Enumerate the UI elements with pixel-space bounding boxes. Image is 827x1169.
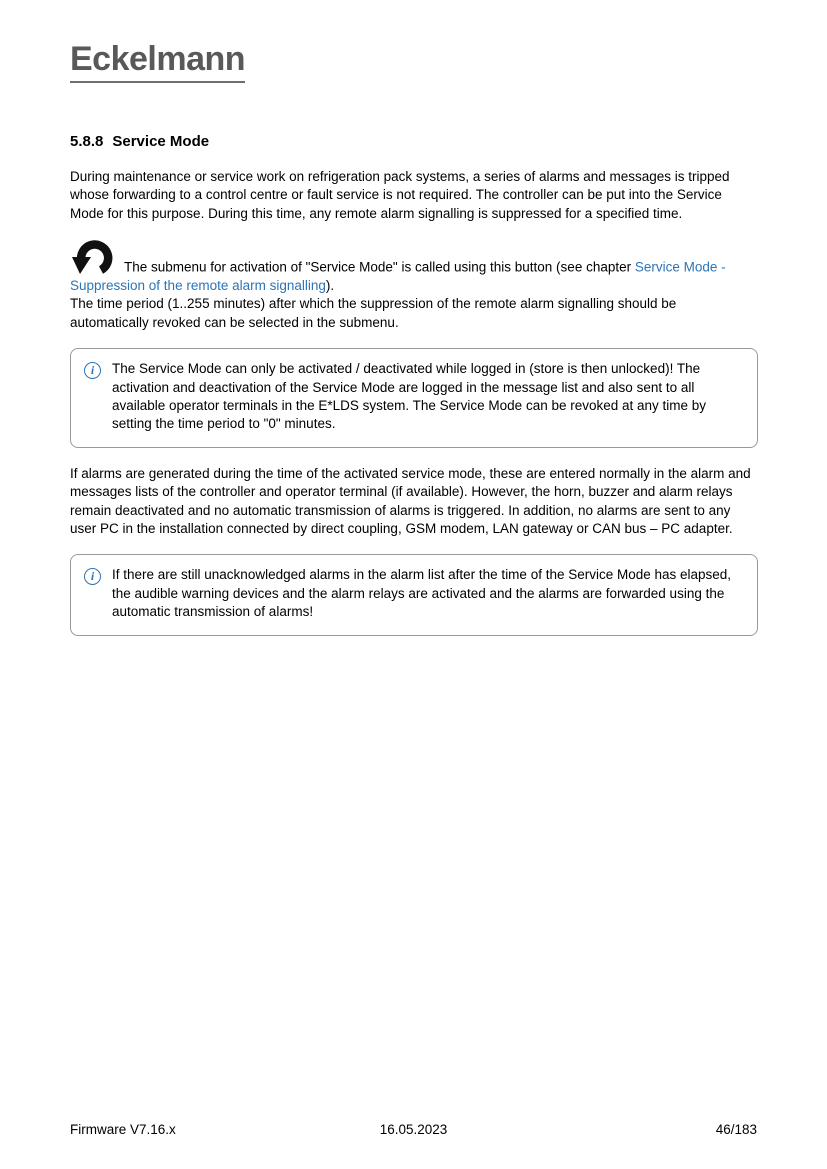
page-content: [70, 0, 758, 636]
time-period-paragraph: The time period (1..255 minutes) after which the suppression of the remote alarm signalling should be automatically revoked can be selected in the submenu.: [70, 296, 677, 330]
footer-page-number: 46/183: [715, 1121, 757, 1137]
button-paragraph: [70, 237, 758, 295]
section-heading: [70, 133, 758, 151]
button-text-after: ).: [325, 277, 335, 293]
button-text-before: The submenu for activation of "Service Mode" is called using this button (see chapter: [124, 259, 635, 275]
info-box-1: [70, 348, 758, 448]
info-box-2: [70, 554, 758, 635]
info-icon: i: [84, 362, 101, 379]
chapter-link[interactable]: Service Mode - Suppression of the remote alarm signalling: [70, 259, 726, 293]
service-mode-icon: [70, 237, 116, 279]
page-footer: [70, 1122, 757, 1138]
info-box-1-text: The Service Mode can only be activated / deactivated while logged in (store is then unlocked)! The activation and deactivation of the Service Mode are logged in the message list and also sent to all available operator terminals in the E*LDS system. The Service Mode can be revoked at any time by setting the time period to "0" minutes.: [112, 361, 707, 432]
alarms-paragraph: If alarms are generated during the time of the activated service mode, these are entered normally in the alarm and messages lists of the controller and operator terminal (if available). However, the horn, buzzer and alarm relays remain deactivated and no automatic transmission of alarms is triggered. In addition, no alarms are sent to any user PC in the installation connected by direct coupling, GSM modem, LAN gateway or CAN bus – PC adapter.: [70, 465, 751, 536]
footer-date: 16.05.2023: [379, 1121, 448, 1137]
section-title: Service Mode: [112, 132, 210, 150]
info-box-2-text: If there are still unacknowledged alarms in the alarm list after the time of the Service Mode has elapsed, the audible warning devices and the alarm relays are activated and the alarms are forwarded using the automatic transmission of alarms!: [112, 567, 732, 620]
footer-firmware: Firmware V7.16.x: [70, 1121, 176, 1137]
info-icon: i: [84, 568, 101, 585]
eckelmann-logo: Eckelmann: [70, 42, 245, 83]
intro-paragraph: During maintenance or service work on refrigeration pack systems, a series of alarms and messages is tripped whose forwarding to a control centre or fault service is not required. The controller can be put into the Service Mode for this purpose. During this time, any remote alarm signalling is suppressed for a specified time.: [70, 168, 730, 221]
section-number: 5.8.8: [70, 132, 104, 150]
